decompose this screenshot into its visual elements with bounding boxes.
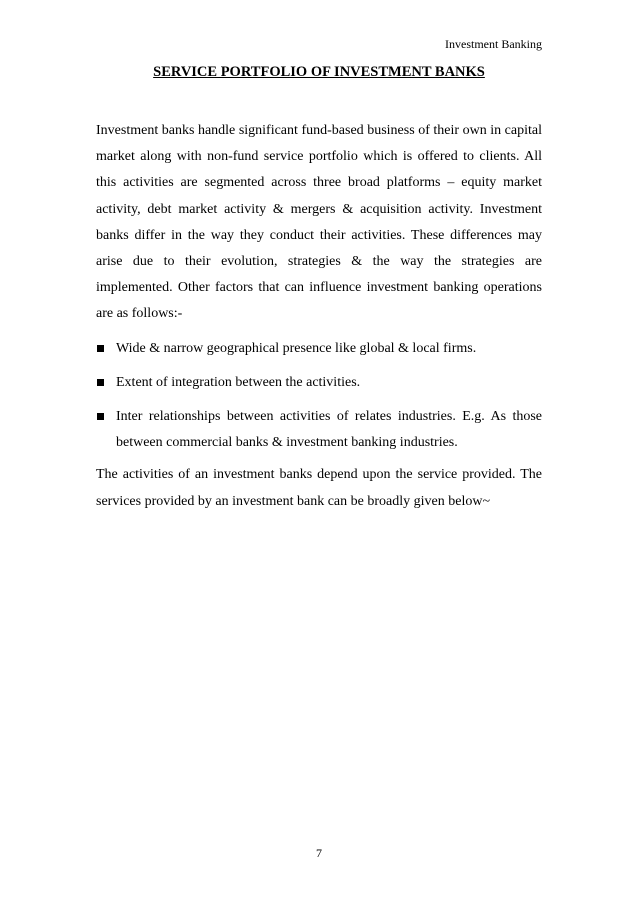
square-bullet-icon: [97, 379, 104, 386]
page-number: 7: [316, 846, 322, 860]
running-header: Investment Banking: [445, 37, 542, 51]
square-bullet-icon: [97, 413, 104, 420]
bullet-text: Inter relationships between activities of relates industries. E.g. As those between commercial banks & investment banking industries.: [116, 409, 542, 451]
bullet-item: [96, 370, 542, 396]
section-title: SERVICE PORTFOLIO OF INVESTMENT BANKS: [153, 64, 485, 80]
bullet-item: [96, 336, 542, 362]
bullet-item: [96, 404, 542, 456]
intro-paragraph: Investment banks handle significant fund-based business of their own in capital market along with non-fund service portfolio which is offered to clients. All this activities are segmented across three broad platforms – equity market activity, debt market activity & mergers & acquisition activity. Investment banks differ in the way they conduct their activities. These differences may arise due to their evolution, strategies & the way the strategies are implemented. Other factors that can influence investment banking operations are as follows:-: [96, 123, 542, 322]
closing-paragraph: The activities of an investment banks depend upon the service provided. The services provided by an investment bank can be broadly given below~: [96, 467, 542, 509]
square-bullet-icon: [97, 345, 104, 352]
body-text: [96, 118, 542, 515]
bullet-list: [96, 336, 542, 457]
bullet-text: Wide & narrow geographical presence like global & local firms.: [116, 340, 477, 356]
bullet-text: Extent of integration between the activities.: [116, 374, 361, 390]
